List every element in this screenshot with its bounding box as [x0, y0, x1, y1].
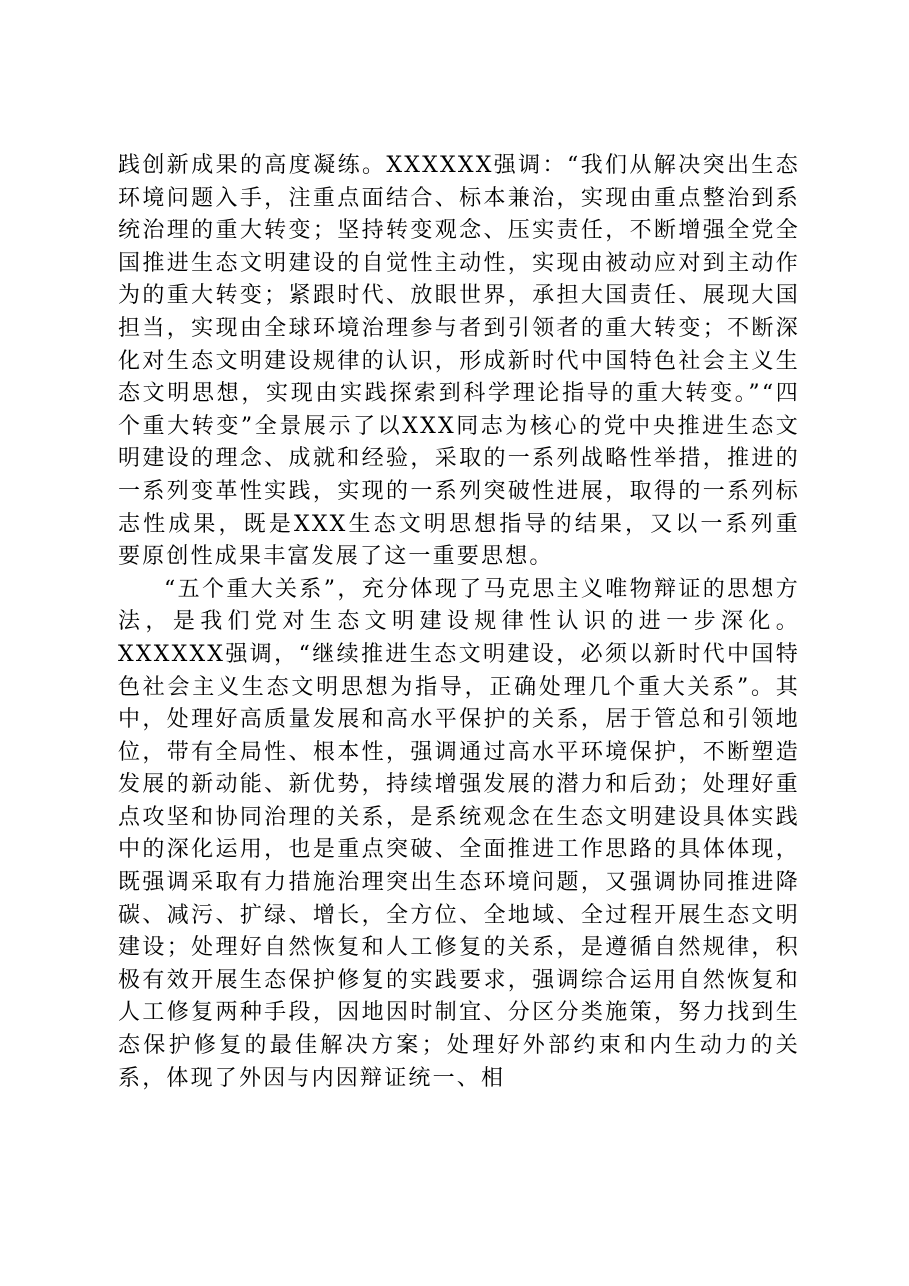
document-body	[118, 150, 800, 1095]
paragraph-1: 践创新成果的高度凝练。XXXXXX强调：“我们从解决突出生态环境问题入手，注重点面结合、标本兼治，实现由重点整治到系统治理的重大转变；坚持转变观念、压实责任，不断增强全党全国推进生态文明建设的自觉性主动性，实现由被动应对到主动作为的重大转变；紧跟时代、放眼世界，承担大国责任、展现大国担当，实现由全球环境治理参与者到引领者的重大转变；不断深化对生态文明建设规律的认识，形成新时代中国特色社会主义生态文明思想，实现由实践探索到科学理论指导的重大转变。”“四个重大转变”全景展示了以XXX同志为核心的党中央推进生态文明建设的理念、成就和经验，采取的一系列战略性举措，推进的一系列变革性实践，实现的一系列突破性进展，取得的一系列标志性成果，既是XXX生态文明思想指导的结果，又以一系列重要原创性成果丰富发展了这一重要思想。	[118, 153, 800, 570]
paragraph-2: “五个重大关系”，充分体现了马克思主义唯物辩证的思想方法，是我们党对生态文明建设规律性认识的进一步深化。XXXXXX强调，“继续推进生态文明建设，必须以新时代中国特色社会主义生态文明思想为指导，正确处理几个重大关系”。其中，处理好高质量发展和高水平保护的关系，居于管总和引领地位，带有全局性、根本性，强调通过高水平环境保护，不断塑造发展的新动能、新优势，持续增强发展的潜力和后劲；处理好重点攻坚和协同治理的关系，是系统观念在生态文明建设具体实践中的深化运用，也是重点突破、全面推进工作思路的具体体现，既强调采取有力措施治理突出生态环境问题，又强调协同推进降碳、减污、扩绿、增长，全方位、全地域、全过程开展生态文明建设；处理好自然恢复和人工修复的关系，是遵循自然规律，积极有效开展生态保护修复的实践要求，强调综合运用自然恢复和人工修复两种手段，因地因时制宜、分区分类施策，努力找到生态保护修复的最佳解决方案；处理好外部约束和内生动力的关系，体现了外因与内因辩证统一、相	[118, 576, 800, 1091]
